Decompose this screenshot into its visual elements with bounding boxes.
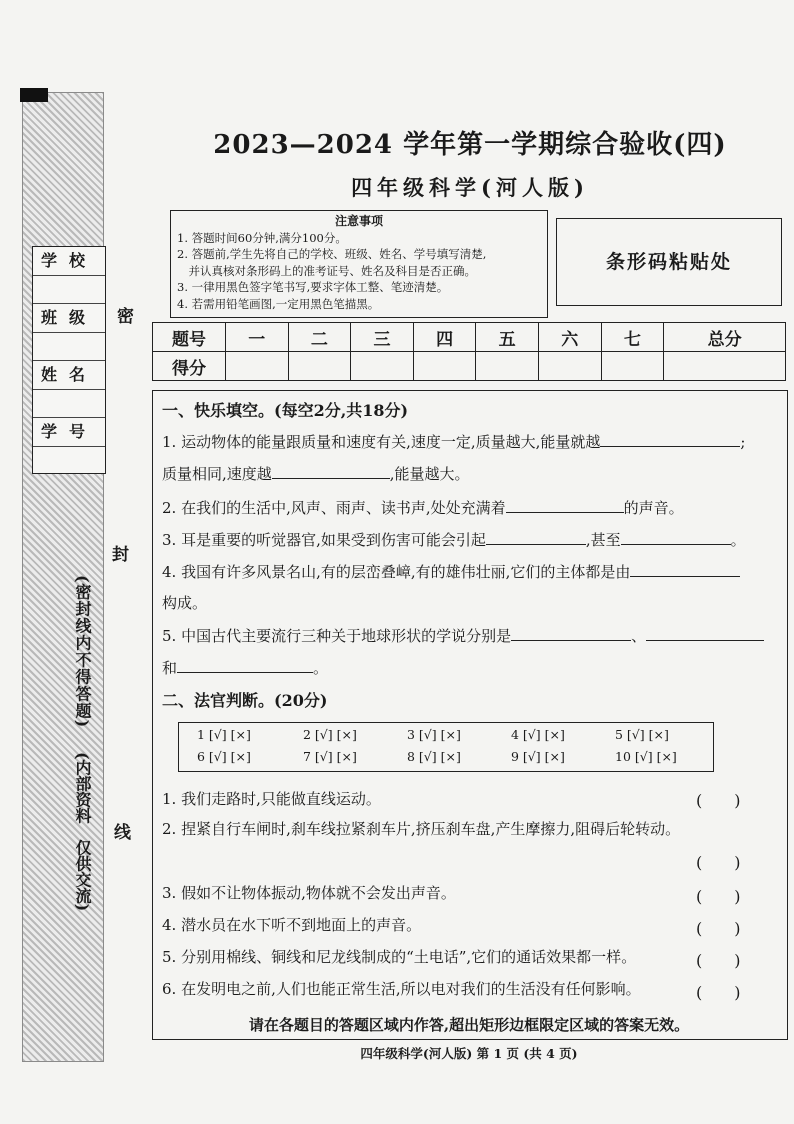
answer-choice[interactable]: 8 [√] [×]	[407, 749, 461, 764]
blank[interactable]	[272, 462, 390, 479]
notice-item: 3. 一律用黑色签字笔书写,要求字体工整、笔迹清楚。	[177, 280, 449, 294]
answer-paren[interactable]: ( )	[696, 919, 741, 938]
no-answer-note: (密封线内不得答题)	[73, 575, 92, 729]
answer-paren[interactable]: ( )	[696, 887, 741, 906]
q1b-text: 质量相同,速度越	[162, 465, 272, 483]
judge-question-2: 2. 捏紧自行车闸时,刹车线拉紧刹车片,挤压刹车盘,产生摩擦力,阻碍后轮转动。	[162, 820, 681, 838]
answer-paren[interactable]: ( )	[696, 983, 741, 1002]
score-cell[interactable]	[288, 352, 351, 381]
score-cell[interactable]	[351, 352, 414, 381]
score-cell[interactable]	[664, 352, 786, 381]
question-2	[162, 496, 782, 519]
seal-char-xian: 线	[114, 818, 131, 843]
score-header-cell: 一	[226, 323, 289, 352]
blank[interactable]	[511, 624, 631, 641]
label-school: 学校	[33, 247, 105, 276]
section1-title: 一、快乐填空。(每空2分,共18分)	[162, 401, 409, 420]
score-cell[interactable]	[538, 352, 601, 381]
school-field[interactable]	[33, 276, 105, 304]
question-5	[162, 624, 782, 647]
notice-item: 并认真核对条形码上的准考证号、姓名及科目是否正确。	[177, 263, 476, 278]
notice-item: 2. 答题前,学生先将自己的学校、班级、姓名、学号填写清楚,	[177, 247, 487, 261]
score-cell[interactable]	[601, 352, 664, 381]
name-field[interactable]	[33, 390, 105, 418]
score-header-cell: 题号	[153, 323, 226, 352]
seal-char-mi: 密	[117, 302, 134, 327]
answer-choice[interactable]: 3 [√] [×]	[407, 727, 461, 742]
score-cell[interactable]	[413, 352, 476, 381]
barcode-area: 条形码粘贴处	[556, 218, 782, 306]
q3-end: 。	[730, 531, 746, 549]
answer-choice[interactable]: 9 [√] [×]	[511, 749, 565, 764]
q5-sep: 、	[631, 627, 647, 645]
label-student-id: 学号	[33, 418, 105, 447]
answer-grid	[178, 722, 714, 772]
page-number: 四年级科学(河人版) 第 1 页 (共 4 页)	[360, 1046, 578, 1061]
seal-char-feng: 封	[112, 540, 129, 565]
answer-choice[interactable]: 4 [√] [×]	[511, 727, 565, 742]
answer-paren[interactable]: ( )	[696, 951, 741, 970]
question-5b	[162, 656, 782, 679]
judge-question-4: 4. 潜水员在水下听不到地面上的声音。	[162, 916, 422, 934]
q3-mid: ,甚至	[585, 531, 621, 549]
q5-text: 5. 中国古代主要流行三种关于地球形状的学说分别是	[162, 627, 512, 645]
q1b-end: ,能量越大。	[389, 465, 470, 483]
answer-area-warning: 请在各题目的答题区域内作答,超出矩形边框限定区域的答案无效。	[248, 1016, 690, 1034]
answer-choice[interactable]: 5 [√] [×]	[615, 727, 669, 742]
judge-question-3: 3. 假如不让物体振动,物体就不会发出声音。	[162, 884, 456, 902]
score-cell[interactable]	[476, 352, 539, 381]
score-table	[152, 322, 786, 381]
judge-question-5: 5. 分别用棉线、铜线和尼龙线制成的“土电话”,它们的通话效果都一样。	[162, 948, 637, 966]
judge-question-1: 1. 我们走路时,只能做直线运动。	[162, 790, 381, 808]
q5-end: 。	[313, 659, 329, 677]
section2-title: 二、法官判断。(20分)	[162, 691, 328, 710]
score-header-cell: 七	[601, 323, 664, 352]
q1a-text: 1. 运动物体的能量跟质量和速度有关,速度一定,质量越大,能量就越	[162, 433, 601, 451]
score-header-cell: 五	[476, 323, 539, 352]
exam-subtitle: 四年级科学(河人版)	[351, 175, 589, 200]
score-row-label: 得分	[153, 352, 226, 381]
score-cell[interactable]	[226, 352, 289, 381]
blank[interactable]	[506, 496, 624, 513]
exam-title: 2023—2024 学年第一学期综合验收(四)	[213, 130, 727, 160]
notice-title: 注意事项	[334, 214, 383, 228]
notice-item: 1. 答题时间60分钟,满分100分。	[177, 230, 347, 245]
blank[interactable]	[486, 528, 586, 545]
question-4	[162, 560, 782, 583]
score-header-cell: 总分	[664, 323, 786, 352]
answer-choice[interactable]: 2 [√] [×]	[303, 727, 357, 742]
question-4b: 构成。	[162, 594, 208, 612]
judge-question-6: 6. 在发明电之前,人们也能正常生活,所以电对我们的生活没有任何影响。	[162, 980, 641, 998]
answer-area	[152, 390, 788, 1040]
notice-item: 4. 若需用铅笔画图,一定用黑色笔描黑。	[177, 296, 380, 311]
label-class: 班级	[33, 304, 105, 333]
class-field[interactable]	[33, 333, 105, 361]
q4-text: 4. 我国有许多风景名山,有的层峦叠嶂,有的雄伟壮丽,它们的主体都是由	[162, 563, 631, 581]
question-3	[162, 528, 782, 551]
score-header-cell: 二	[288, 323, 351, 352]
q1a-end: ;	[740, 433, 746, 451]
score-header-cell: 三	[351, 323, 414, 352]
score-header-cell: 四	[413, 323, 476, 352]
label-name: 姓名	[33, 361, 105, 390]
answer-paren[interactable]: ( )	[696, 853, 741, 872]
blank[interactable]	[621, 528, 731, 545]
blank[interactable]	[177, 656, 313, 673]
corner-mark	[20, 88, 48, 102]
q2-text: 2. 在我们的生活中,风声、雨声、读书声,处处充满着	[162, 499, 506, 517]
q5b-text: 和	[162, 659, 178, 677]
notice-box	[170, 210, 548, 318]
blank[interactable]	[600, 430, 740, 447]
student-id-field[interactable]	[33, 447, 105, 474]
question-1a	[162, 430, 782, 453]
answer-choice[interactable]: 6 [√] [×]	[197, 749, 251, 764]
q3-text: 3. 耳是重要的听觉器官,如果受到伤害可能会引起	[162, 531, 486, 549]
internal-use-note: (内部资料 仅供交流)	[73, 752, 92, 912]
answer-choice[interactable]: 1 [√] [×]	[197, 727, 251, 742]
question-1b	[162, 462, 782, 485]
blank[interactable]	[630, 560, 740, 577]
q2-end: 的声音。	[623, 499, 684, 517]
blank[interactable]	[646, 624, 764, 641]
student-info-box	[32, 246, 106, 474]
answer-choice[interactable]: 7 [√] [×]	[303, 749, 357, 764]
answer-choice[interactable]: 10 [√] [×]	[615, 749, 677, 764]
score-header-cell: 六	[538, 323, 601, 352]
answer-paren[interactable]: ( )	[696, 791, 741, 810]
